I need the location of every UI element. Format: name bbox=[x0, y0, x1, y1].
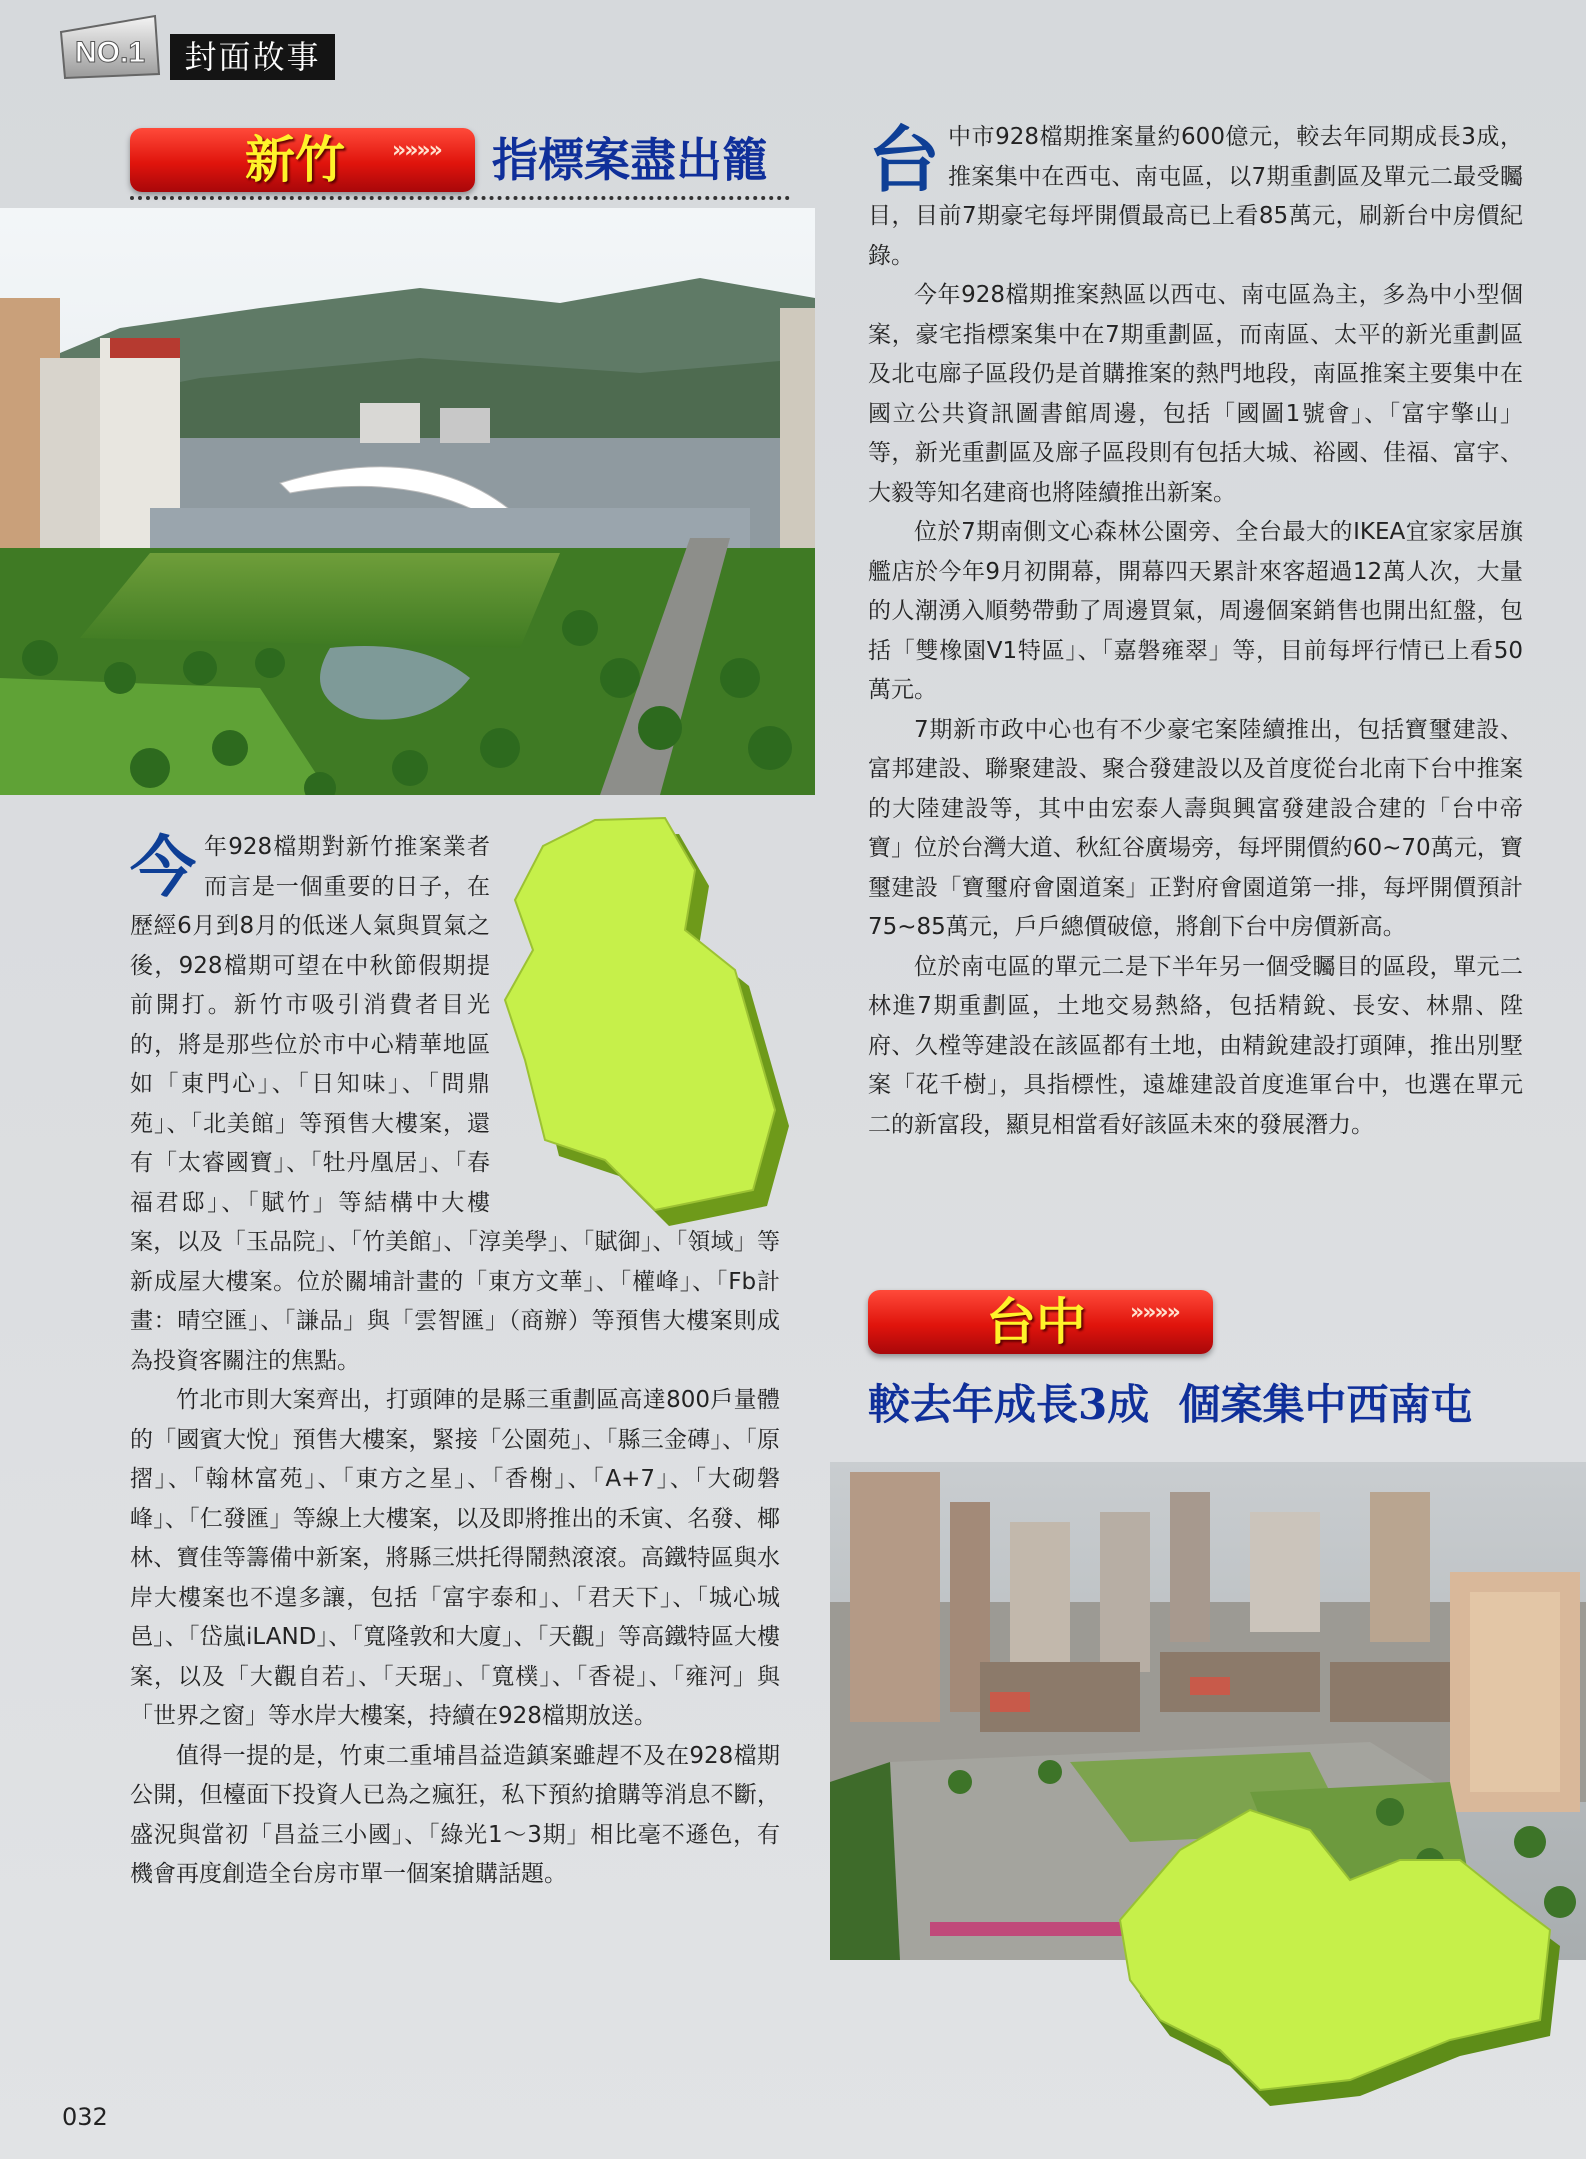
taichung-paragraph-4: 7期新市政中心也有不少豪宅案陸續推出，包括寶璽建設、富邦建設、聯聚建設、聚合發建設以及首度從台北南下台中推案的大陸建設等，其中由宏泰人壽與興富發建設合建的「台中帝寶」位於台灣大道、秋紅谷廣場旁，每坪開價約60~70萬元，寶璽建設「寶璽府會園道案」正對府會園道第一排，每坪開價預計75~85萬元，戶戶總價破億，將創下台中房價新高。 bbox=[868, 716, 1523, 940]
hsinchu-paragraph-1: 年928檔期對新竹推案業者而言是一個重要的日子，在歷經6月到8月的低迷人氣與買氣之後，928檔期可望在中秋節假期提前開打。新竹市吸引消費者目光的，將是那些位於市中心精華地區如「東門心」、「日知味」、「問鼎苑」、「北美館」等預售大樓案，還有「太睿國寶」、「牡丹凰居」、「春福君邸」、「賦竹」等結構中大樓案，以及「玉品院」、「竹美館」、「淳美學」、「賦御」、「領域」等新成屋大樓案。位於關埔計畫的「東方文華」、「權峰」、「Fb計畫：晴空匯」、「謙品」與「雲智匯」（商辦）等預售大樓案則成為投資客關注的焦點。 bbox=[130, 834, 780, 1374]
taichung-paragraph-3: 位於7期南側文心森林公園旁、全台最大的IKEA宜家家居旗艦店於今年9月初開幕，開幕四天累計來客超過12萬人次，大量的人潮湧入順勢帶動了周邊買氣，周邊個案銷售也開出紅盤，包括「雙橡園V1特區」、「嘉磐雍翠」等，目前每坪行情已上看50萬元。 bbox=[868, 519, 1523, 703]
taichung-dropcap: 台 bbox=[868, 117, 941, 202]
taichung-article bbox=[868, 118, 1523, 1145]
taichung-map-icon bbox=[1100, 1790, 1580, 2120]
taichung-banner bbox=[868, 1290, 1213, 1354]
page-number: 032 bbox=[62, 2103, 108, 2131]
taichung-paragraph-5: 位於南屯區的單元二是下半年另一個受矚目的區段，單元二林進7期重劃區，土地交易熱絡，包括精銳、長安、林鼎、陞府、久樘等建設在該區都有土地，由精銳建設打頭陣，推出別墅案「花千樹」，具指標性，遠雄建設首度進軍台中，也選在單元二的新富段，顯見相當看好該區未來的發展潛力。 bbox=[868, 953, 1523, 1138]
arrows-icon: »»»» bbox=[392, 138, 441, 163]
hsinchu-banner bbox=[130, 128, 475, 192]
taichung-paragraph-1: 中市928檔期推案量約600億元，較去年同期成長3成，推案集中在西屯、南屯區，以7期重劃區及單元二最受矚目，目前7期豪宅每坪開價最高已上看85萬元，刷新台中房價紀錄。 bbox=[868, 124, 1523, 269]
hsinchu-paragraph-3: 值得一提的是，竹東二重埔昌益造鎮案雖趕不及在928檔期公開，但檯面下投資人已為之瘋狂，私下預約搶購等消息不斷，盛況與當初「昌益三小國」、「綠光1～3期」相比毫不遜色，有機會再度創造全台房市單一個案搶購話題。 bbox=[130, 1742, 780, 1887]
divider bbox=[130, 196, 790, 200]
no1-badge bbox=[55, 12, 165, 82]
hsinchu-paragraph-2: 竹北市則大案齊出，打頭陣的是縣三重劃區高達800戶量體的「國賓大悅」預售大樓案，緊接「公園苑」、「縣三金磚」、「原摺」、「翰林富苑」、「東方之星」、「香榭」、「A+7」、「大砌磐峰」、「仁發匯」等線上大樓案，以及即將推出的禾寅、名發、椰林、寶佳等籌備中新案，將縣三烘托得鬧熱滾滾。高鐵特區與水岸大樓案也不遑多讓，包括「富宇泰和」、「君天下」、「城心城邑」、「岱嵐iLAND」、「寬隆敦和大廈」、「天觀」等高鐵特區大樓案，以及「大觀自若」、「天琚」、「寬樸」、「香禔」、「雍河」與「世界之窗」等水岸大樓案，持續在928檔期放送。 bbox=[130, 1387, 780, 1729]
badge-text: NO.1 bbox=[75, 36, 146, 69]
map-wrap-space bbox=[490, 828, 780, 1218]
taichung-city-label: 台中 bbox=[986, 1292, 1086, 1351]
taichung-headline: 較去年成長3成 個案集中西南屯 bbox=[868, 1380, 1473, 1429]
arrows-icon: »»»» bbox=[1130, 1300, 1179, 1325]
hsinchu-article bbox=[130, 828, 780, 1895]
taichung-paragraph-2: 今年928檔期推案熱區以西屯、南屯區為主，多為中小型個案，豪宅指標案集中在7期重劃區，而南區、太平的新光重劃區及北屯廍子區段仍是首購推案的熱門地段，南區推案主要集中在國立公共資訊圖書館周邊，包括「國圖1號會」、「富宇擎山」等，新光重劃區及廍子區段則有包括大城、裕國、佳福、富宇、大毅等知名建商也將陸續推出新案。 bbox=[868, 282, 1523, 506]
section-title: 封面故事 bbox=[170, 34, 335, 80]
hsinchu-city-label: 新竹 bbox=[245, 130, 345, 189]
hsinchu-park-photo bbox=[0, 208, 815, 795]
hsinchu-headline: 指標案盡出籠 bbox=[492, 133, 768, 187]
hsinchu-dropcap: 今 bbox=[130, 828, 196, 906]
